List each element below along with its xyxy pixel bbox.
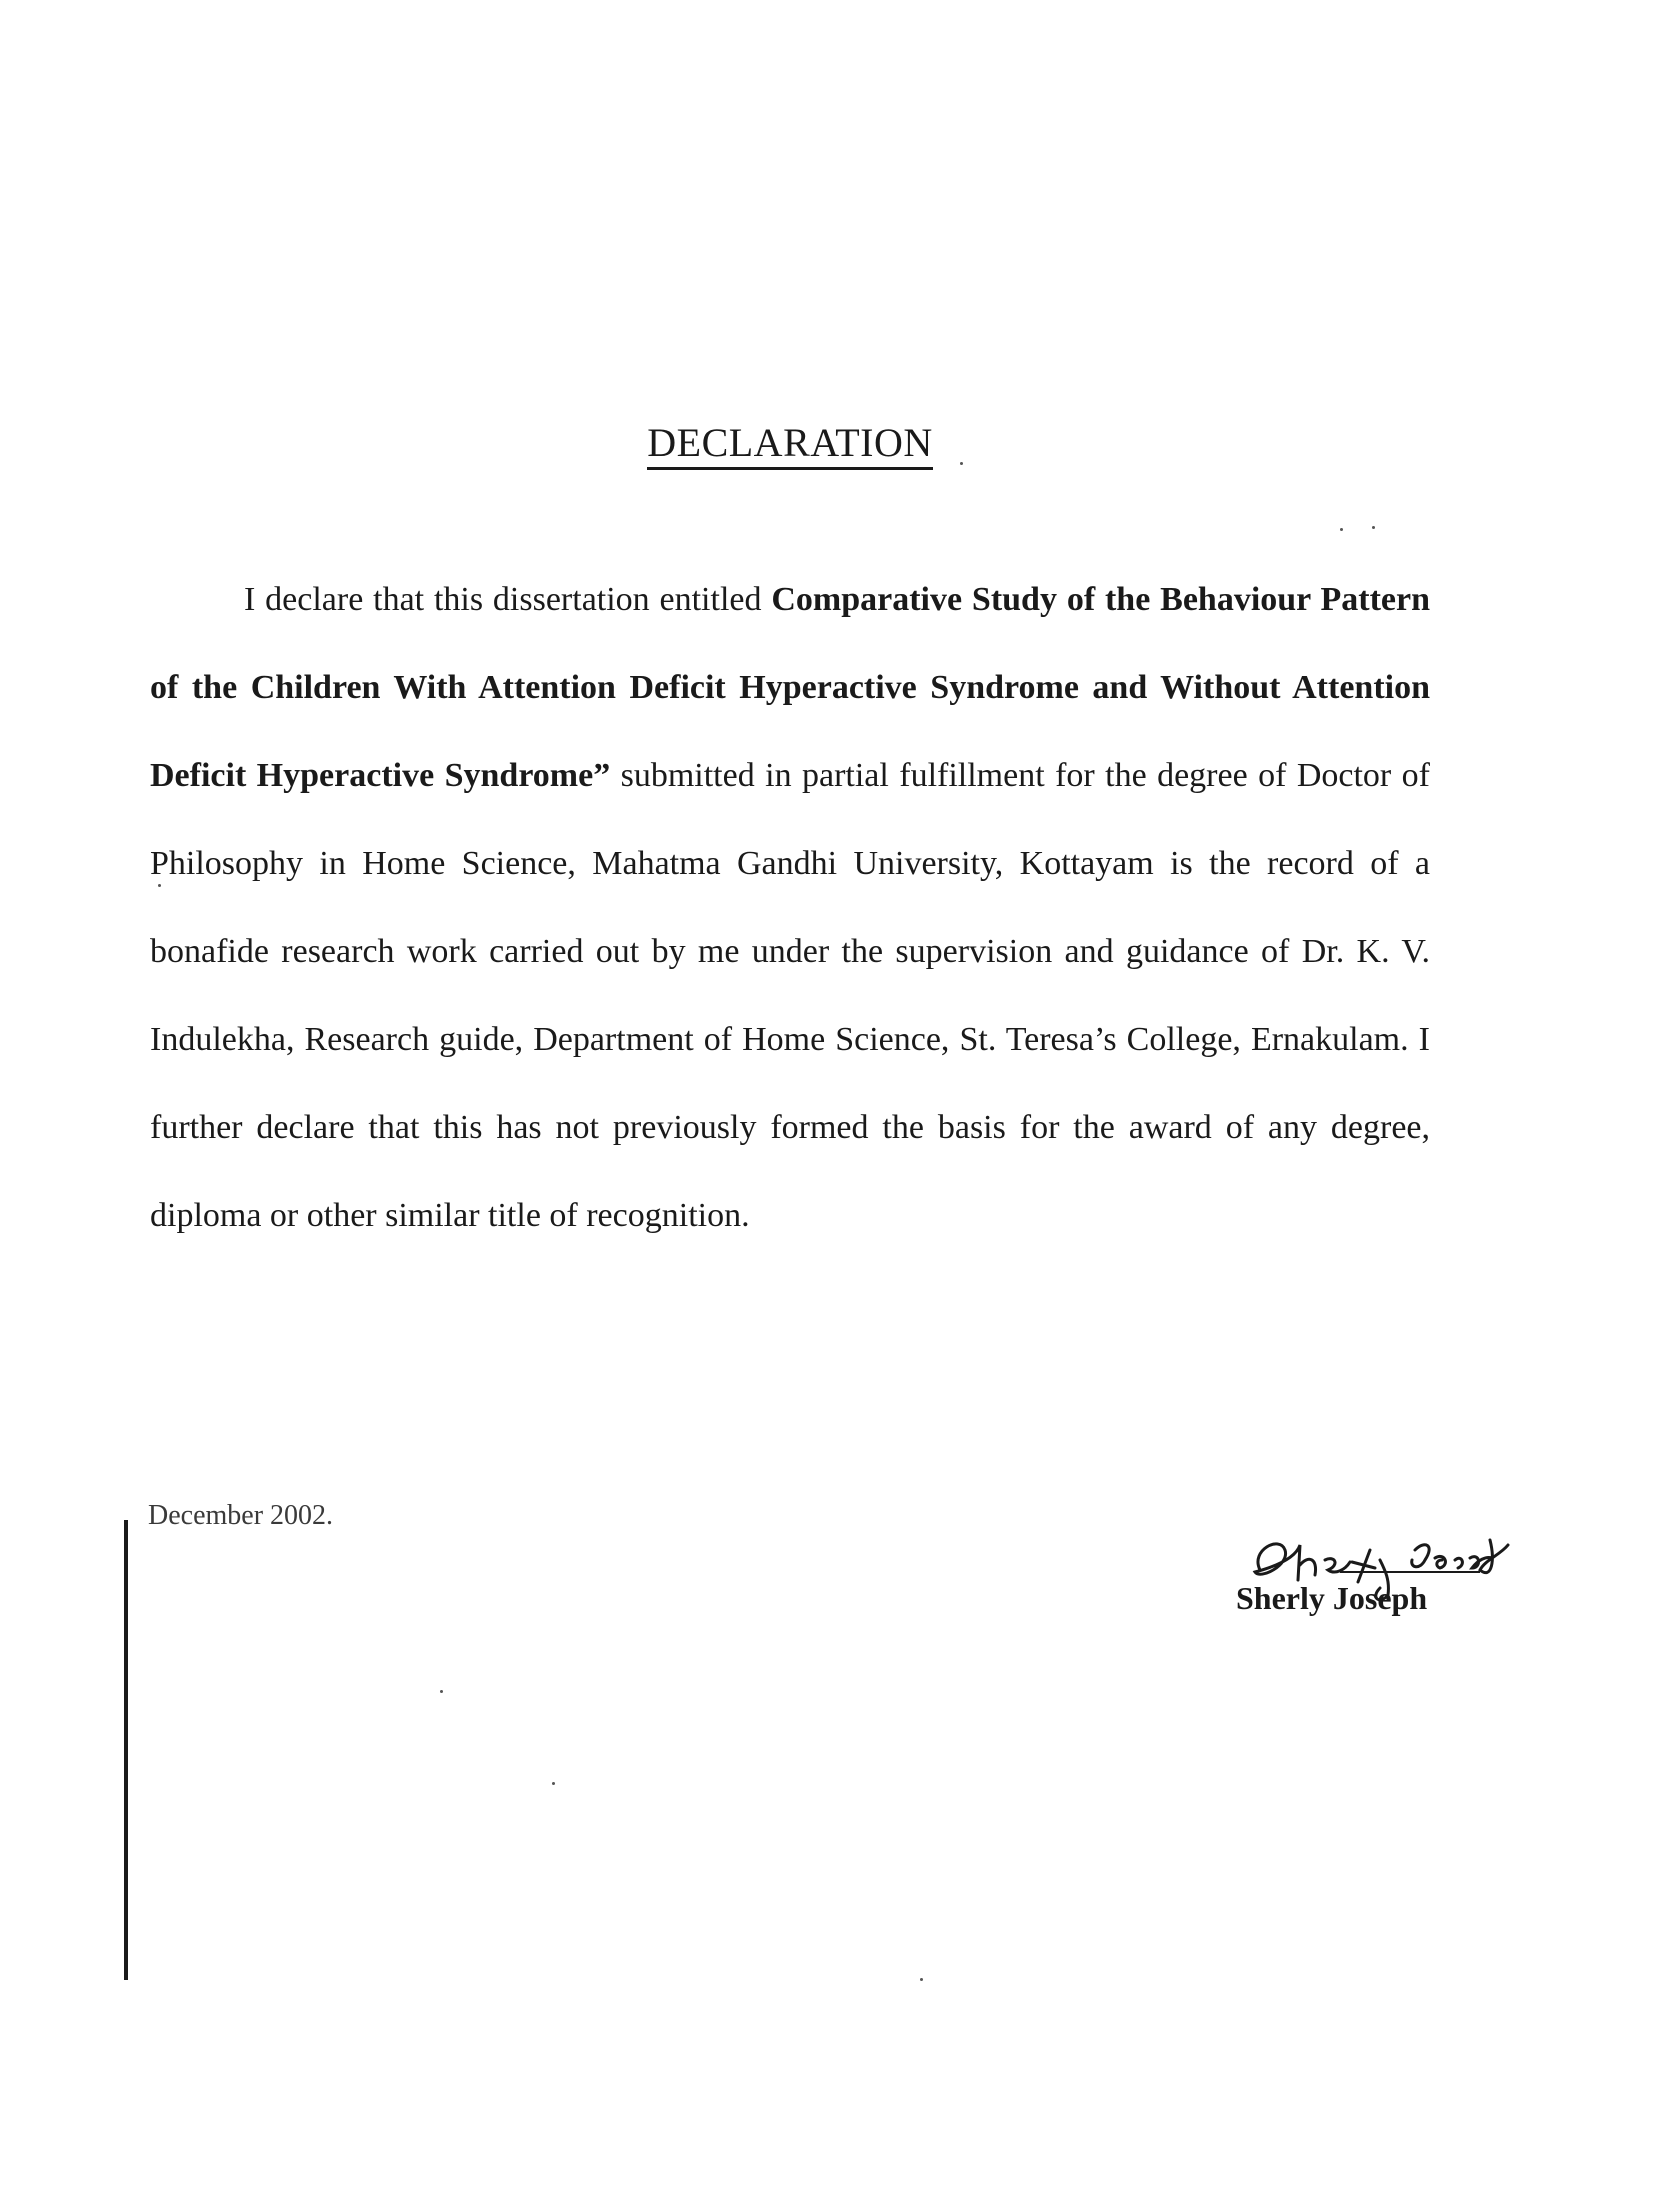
scan-speck (1340, 528, 1343, 531)
thesis-title: Comparative Study of the Behaviour Pattern of the Children With Attention Deficit Hyperactive Syndrome and Without Attention Deficit Hyperactive Syndrome” (150, 581, 1430, 794)
scan-speck (1372, 526, 1375, 529)
scan-edge-artifact (124, 1520, 128, 1980)
declaration-text-intro: I declare that this dissertation entitled (244, 581, 772, 618)
declaration-date: December 2002. (148, 1500, 334, 1531)
declaration-paragraph (150, 556, 1430, 1260)
scan-speck (960, 462, 963, 465)
declaration-heading (0, 419, 1580, 466)
scan-speck (920, 1978, 923, 1981)
scan-speck (440, 1690, 443, 1693)
declaration-text-body: submitted in partial fulfillment for the degree of Doctor of Philosophy in Home Science, Mahatma Gandhi University, Kottayam is the record of a bonafide research work carried out by me under the supervision and guidance of Dr. K. V. Indulekha, Research guide, Department of Home Science, St. Teresa’s College, Ernakulam. I further declare that this has not previously formed the basis for the award of any degree, diploma or other similar title of recognition. (150, 757, 1430, 1234)
scan-speck (552, 1782, 555, 1785)
scan-speck (158, 884, 161, 887)
declaration-title: DECLARATION (647, 420, 932, 470)
signer-name: Sherly Joseph (1236, 1580, 1428, 1616)
